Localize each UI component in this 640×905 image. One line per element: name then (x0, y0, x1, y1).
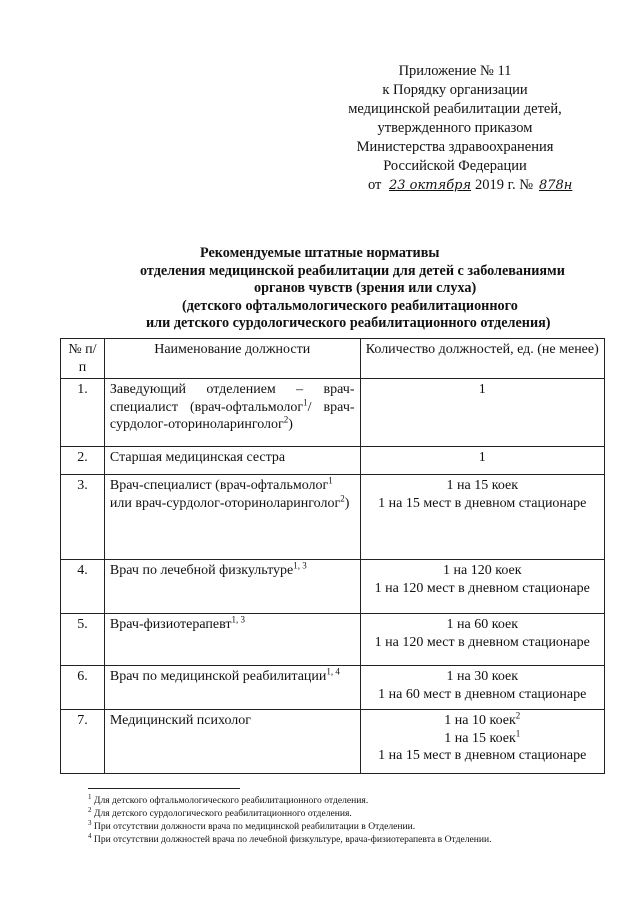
appendix-header (330, 62, 580, 195)
position-text: / врач-сурдолог-оториноларинголог (109, 399, 355, 432)
row-quantity (360, 710, 604, 774)
document-title (100, 245, 600, 333)
row-position (104, 666, 360, 710)
row-num: 4. (61, 560, 105, 614)
header-num: № п/п (61, 339, 105, 379)
footnote-mark: 3 (88, 818, 92, 827)
quantity-line (366, 712, 599, 730)
footnote (88, 820, 608, 833)
header-quantity: Количество должностей, ед. (не менее) (360, 339, 604, 379)
position-text: ) (288, 417, 293, 432)
footnote-mark: 2 (88, 805, 92, 814)
table-row (61, 560, 605, 614)
quantity-line: 1 (478, 450, 486, 465)
quantity-line: 1 на 60 мест в дневном стационаре (378, 686, 587, 702)
table-row (61, 379, 605, 447)
row-position (104, 379, 360, 447)
footnote-text: Для детского сурдологического реабилитационного отделения. (93, 808, 352, 819)
order-date-line (330, 176, 580, 195)
quantity-line: 1 на 30 коек (446, 669, 518, 684)
header-position: Наименование должности (104, 339, 360, 379)
date-year: 2019 г. № (475, 177, 534, 193)
position-text: или врач-сурдолог-оториноларинголог (109, 495, 341, 511)
row-quantity (360, 447, 604, 475)
row-quantity (360, 560, 604, 614)
quantity-line (366, 727, 599, 748)
position-text: ) (344, 495, 350, 511)
footnote-mark: 1 (88, 792, 92, 801)
position-text: Врач по лечебной физкультуре (109, 563, 294, 578)
row-position: Медицинский психолог (104, 710, 360, 774)
row-num: 1. (61, 379, 105, 447)
footnote-ref: 1, 3 (293, 560, 307, 571)
position-text: Врач по медицинской реабилитации (109, 669, 327, 684)
position-text: Врач-физиотерапевт (109, 617, 232, 632)
table-header-row (61, 339, 605, 379)
quantity-line: 1 на 120 коек (443, 563, 522, 578)
handwritten-date: 23 октября (389, 178, 472, 193)
quantity-line: 1 на 15 мест в дневном стационаре (378, 495, 587, 511)
footnote-mark: 4 (88, 831, 92, 840)
staffing-table (60, 338, 605, 774)
title-line: Рекомендуемые штатные нормативы (200, 245, 440, 261)
title-line: (детского офтальмологического реабилитационного (182, 297, 518, 314)
row-num: 6. (61, 666, 105, 710)
table-row (61, 475, 605, 560)
position-text: Врач-специалист (врач-офтальмолог (109, 478, 329, 493)
footnote-text: При отсутствии должностей врача по лечебной физкультуре, врача-физиотерапевта в Отделении. (93, 834, 492, 845)
footnote-ref: 1 (515, 727, 521, 738)
table-row (61, 447, 605, 475)
title-line: отделения медицинской реабилитации для детей с заболеваниями (140, 262, 565, 279)
footnote-ref: 2 (515, 710, 521, 721)
quantity-line: 1 на 15 мест в дневном стационаре (378, 748, 587, 763)
footnote-ref: 2 (340, 492, 345, 503)
table-row (61, 666, 605, 710)
handwritten-order-number: 878н (538, 178, 573, 193)
row-quantity (360, 379, 604, 447)
footnotes (88, 794, 608, 846)
header-line: Министерства здравоохранения (356, 139, 554, 155)
header-line: Приложение № 11 (398, 63, 512, 79)
row-num: 7. (61, 710, 105, 774)
row-num: 2. (61, 447, 105, 475)
footnote-ref: 2 (283, 414, 289, 425)
table-row (61, 614, 605, 666)
quantity-text: 1 на 10 коек (444, 713, 516, 728)
row-quantity (360, 666, 604, 710)
row-position (104, 560, 360, 614)
quantity-line: 1 на 120 мест в дневном стационаре (374, 634, 590, 650)
footnote (88, 807, 608, 820)
header-line: к Порядку организации (382, 82, 528, 98)
footnote-divider (88, 788, 240, 789)
row-quantity (360, 614, 604, 666)
footnote-ref: 1, 4 (326, 666, 340, 677)
position-text: Заведующий отделением – врач-специалист (врач-офтальмолог (109, 382, 355, 415)
footnote-text: Для детского офтальмологического реабилитационного отделения. (93, 795, 369, 806)
row-num: 5. (61, 614, 105, 666)
quantity-line: 1 на 15 коек (446, 478, 518, 493)
quantity-line: 1 на 120 мест в дневном стационаре (374, 580, 590, 596)
footnote (88, 794, 608, 807)
title-line: или детского сурдологического реабилитационного отделения) (146, 315, 551, 331)
row-position (104, 475, 360, 560)
table-row (61, 710, 605, 774)
header-line: медицинской реабилитации детей, (348, 101, 562, 117)
header-line: Российской Федерации (383, 158, 527, 174)
date-prefix: от (368, 177, 382, 193)
title-line: органов чувств (зрения или слуха) (254, 280, 477, 296)
quantity-text: 1 на 15 коек (444, 730, 516, 746)
row-quantity (360, 475, 604, 560)
row-position: Старшая медицинская сестра (104, 447, 360, 475)
row-position (104, 614, 360, 666)
quantity-line: 1 на 60 коек (446, 617, 518, 632)
footnote-text: При отсутствии должности врача по медицинской реабилитации в Отделении. (93, 821, 416, 832)
footnote (88, 833, 608, 846)
quantity-line: 1 (478, 382, 486, 397)
footnote-ref: 1 (328, 475, 333, 486)
footnote-ref: 1, 3 (231, 614, 245, 625)
header-line: утвержденного приказом (377, 120, 533, 136)
row-num: 3. (61, 475, 105, 560)
footnote-ref: 1 (303, 396, 308, 407)
